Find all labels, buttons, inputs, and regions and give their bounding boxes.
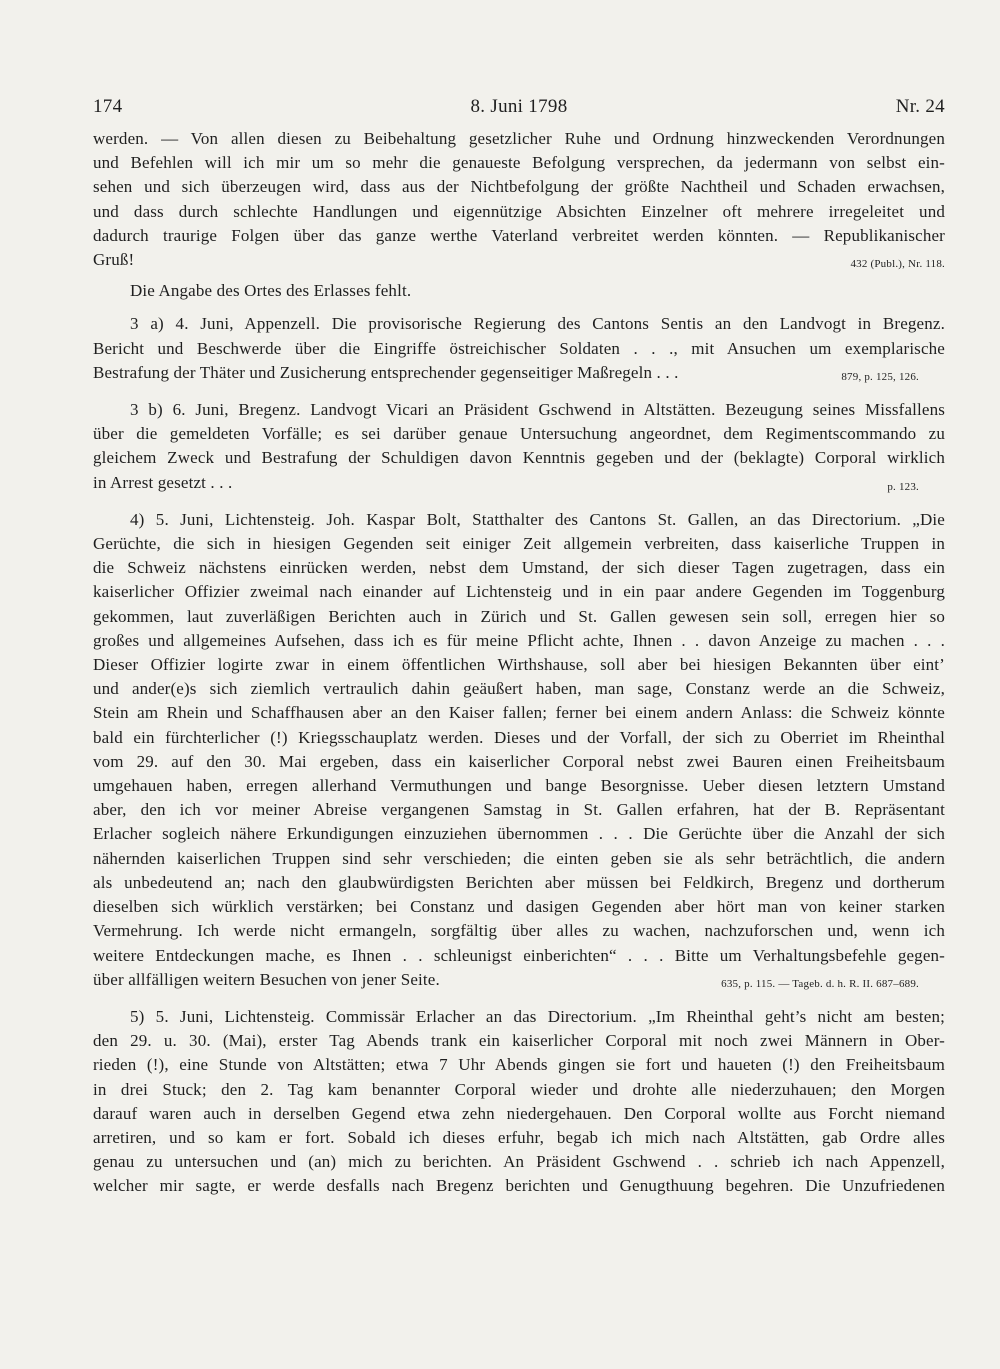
paragraph-note bbox=[93, 279, 945, 303]
text-line: aber, den ich vor meiner Abreise vergangenen Samstag in St. Gallen erfahren, hat der B. Repräsentant bbox=[93, 800, 945, 820]
text-line: werden. — Von allen diesen zu Beibehaltung gesetzlicher Ruhe und Ordnung hinzweckenden Verordnungen bbox=[93, 129, 945, 148]
text-line: Stein am Rhein und Schaffhausen aber an den Kaiser fallen; ferner bei einem andern Anlass: die Schweiz könnte bbox=[93, 703, 945, 723]
text-line: Die Angabe des Ortes des Erlasses fehlt. bbox=[130, 281, 412, 301]
text-line bbox=[93, 968, 945, 992]
text-line: nähernden kaiserlichen Truppen sind sehr verschieden; die einten geben sie als sehr beträchtlich, die andern bbox=[93, 848, 945, 868]
text-line: gekommen, laut zuverläßigen Berichten auch in Zürich und St. Gallen gewesen sein soll, erregen hier so bbox=[93, 606, 945, 626]
text-line: und Befehlen will ich mir um so mehr die genaueste Befolgung versprechen, da jedermann von selbst ein- bbox=[93, 153, 945, 173]
text-line: Dieser Offizier logirte zwar in einem öffentlichen Wirthshause, soll aber bei hiesigen Bekannten über eint’ bbox=[93, 655, 945, 675]
paragraph-entry-3b bbox=[93, 398, 945, 495]
text-line: kaiserlicher Offizier zweimal nach einander auf Lichtensteig und in ein paar andere Gegenden im Toggenburg bbox=[93, 582, 945, 602]
text-line: welcher mir sagte, er werde desfalls nach Bregenz berichten und Genugthuung begehren. Die Unzufriedenen bbox=[93, 1176, 945, 1196]
page-body bbox=[93, 127, 945, 1199]
paragraph-entry-5 bbox=[93, 1005, 945, 1199]
text-line: und dass durch schlechte Handlungen und eigennützige Absichten Einzelner oft mehrere irregeleitet und bbox=[93, 201, 945, 221]
source-reference: p. 123. bbox=[887, 480, 919, 493]
text-line: darauf waren auch in derselben Gegend etwa zehn niedergehauen. Den Corporal wollte aus Forcht niemand bbox=[93, 1103, 945, 1123]
text-line-content: über allfälligen weitern Besuchen von jener Seite. bbox=[93, 969, 440, 989]
source-reference: 635, p. 115. — Tageb. d. h. R. II. 687–689. bbox=[721, 977, 919, 990]
text-line bbox=[93, 471, 945, 495]
text-line-content: Bestrafung der Thäter und Zusicherung entsprechender gegenseitiger Maßregeln . . . bbox=[93, 362, 679, 382]
text-line: weitere Entdeckungen mache, es Ihnen . . schleunigst einberichten“ . . . Bitte um Verhaltungsbefehle gegen- bbox=[93, 945, 945, 965]
source-reference: 432 (Publ.), Nr. 118. bbox=[850, 258, 945, 271]
text-line bbox=[93, 361, 945, 385]
text-line: dieselben sich würklich verstärken; bei Constanz und dasigen Gegenden aber hört man von keiner starken bbox=[93, 897, 945, 917]
text-line: Vermehrung. Ich werde nicht ermangeln, sorgfältig über alles zu wachen, nachzuforschen und, wenn ich bbox=[93, 921, 945, 941]
text-line: sehen und sich überzeugen wird, dass aus der Nichtbefolgung der größte Nachtheil und Schaden erwachsen, bbox=[93, 177, 945, 197]
text-line: arretiren, und so kam er fort. Sobald ich dieses erfuhr, begab ich mich nach Altstätten, gab Ordre alles bbox=[93, 1127, 945, 1147]
text-line: bald ein fürchterlicher (!) Kriegsschauplatz werden. Dieses und der Vorfall, der sich zu Oberriet im Rheinthal bbox=[93, 727, 945, 747]
paragraph-entry-4 bbox=[93, 508, 945, 992]
paragraph-continuation bbox=[93, 127, 945, 272]
text-line: als unbedeutend an; nach den glaubwürdigsten Berichten aber müssen bei Feldkirch, Bregenz und dortherum bbox=[93, 872, 945, 892]
text-line: in drei Stuck; den 2. Tag kam benannter Corporal wieder und drohte alle niederzuhauen; den Morgen bbox=[93, 1079, 945, 1099]
text-line: über die gemeldeten Vorfälle; es sei darüber genaue Untersuchung angeordnet, dem Regimentscommando zu bbox=[93, 424, 945, 444]
page-number: 174 bbox=[93, 96, 123, 117]
text-line: 3 a) 4. Juni, Appenzell. Die provisorische Regierung des Cantons Sentis an den Landvogt in Bregenz. bbox=[130, 314, 945, 334]
text-line: umgehauen haben, erregen allerhand Vermuthungen und bange Besorgnisse. Ueber diesen letztern Umstand bbox=[93, 776, 945, 796]
running-header bbox=[93, 96, 945, 126]
text-line: Bericht und Beschwerde über die Eingriffe östreichischer Soldaten . . ., mit Ansuchen um exemplarische bbox=[93, 338, 945, 358]
text-line: dadurch traurige Folgen über das ganze werthe Vaterland verbreitet werden könnten. — Republikanischer bbox=[93, 225, 945, 245]
header-date: 8. Juni 1798 bbox=[470, 96, 568, 117]
document-number: Nr. 24 bbox=[895, 96, 945, 117]
text-line: 4) 5. Juni, Lichtensteig. Joh. Kaspar Bolt, Statthalter des Cantons St. Gallen, an das Directorium. „Die bbox=[130, 509, 945, 529]
text-line: 5) 5. Juni, Lichtensteig. Commissär Erlacher an das Directorium. „Im Rheinthal geht’s nicht am besten; bbox=[130, 1006, 945, 1026]
text-line: rieden (!), eine Stunde von Altstätten; etwa 7 Uhr Abends gingen sie fort und haueten (!) den Freiheitsbaum bbox=[93, 1055, 945, 1075]
paragraph-entry-3a bbox=[93, 312, 945, 385]
text-line: den 29. u. 30. (Mai), erster Tag Abends trank ein kaiserlicher Corporal mit noch zwei Männern in Ober- bbox=[93, 1031, 945, 1051]
text-line: 3 b) 6. Juni, Bregenz. Landvogt Vicari an Präsident Gschwend in Altstätten. Bezeugung seines Missfallens bbox=[130, 400, 945, 420]
text-line: Erlacher sogleich nähere Erkundigungen einzuziehen übernommen . . . Die Gerüchte über die Anzahl der sich bbox=[93, 824, 945, 844]
text-line bbox=[93, 248, 945, 272]
text-line: vom 29. auf den 30. Mai ergeben, dass ein kaiserlicher Corporal nebst zwei Bauren einen Freiheitsbaum bbox=[93, 751, 945, 771]
source-reference: 879, p. 125, 126. bbox=[841, 370, 919, 383]
text-line: genau zu untersuchen und (an) mich zu berichten. An Präsident Gschwend . . schrieb ich nach Appenzell, bbox=[93, 1152, 945, 1172]
text-line: Gerüchte, die sich in hiesigen Gegenden seit einiger Zeit allgemein verbreiten, dass kaiserliche Truppen in bbox=[93, 534, 945, 554]
text-line-content: in Arrest gesetzt . . . bbox=[93, 472, 233, 492]
text-line: gleichem Zweck und Bestrafung der Schuldigen davon Kenntnis gegeben und der (beklagte) Corporal wirklich bbox=[93, 448, 945, 468]
closing-greeting: Gruß! bbox=[93, 250, 135, 270]
text-line: großes und allgemeines Aufsehen, dass ich es für meine Pflicht achte, Ihnen . . davon Anzeige zu machen . . . bbox=[93, 630, 945, 650]
text-line: die Schweiz nächstens einrücken werden, nebst dem Umstand, der sich dieser Tagen zugetragen, dass ein bbox=[93, 558, 945, 578]
text-line: und ander(e)s sich ziemlich vertraulich dahin geäußert haben, man sage, Constanz werde an die Schweiz, bbox=[93, 679, 945, 699]
